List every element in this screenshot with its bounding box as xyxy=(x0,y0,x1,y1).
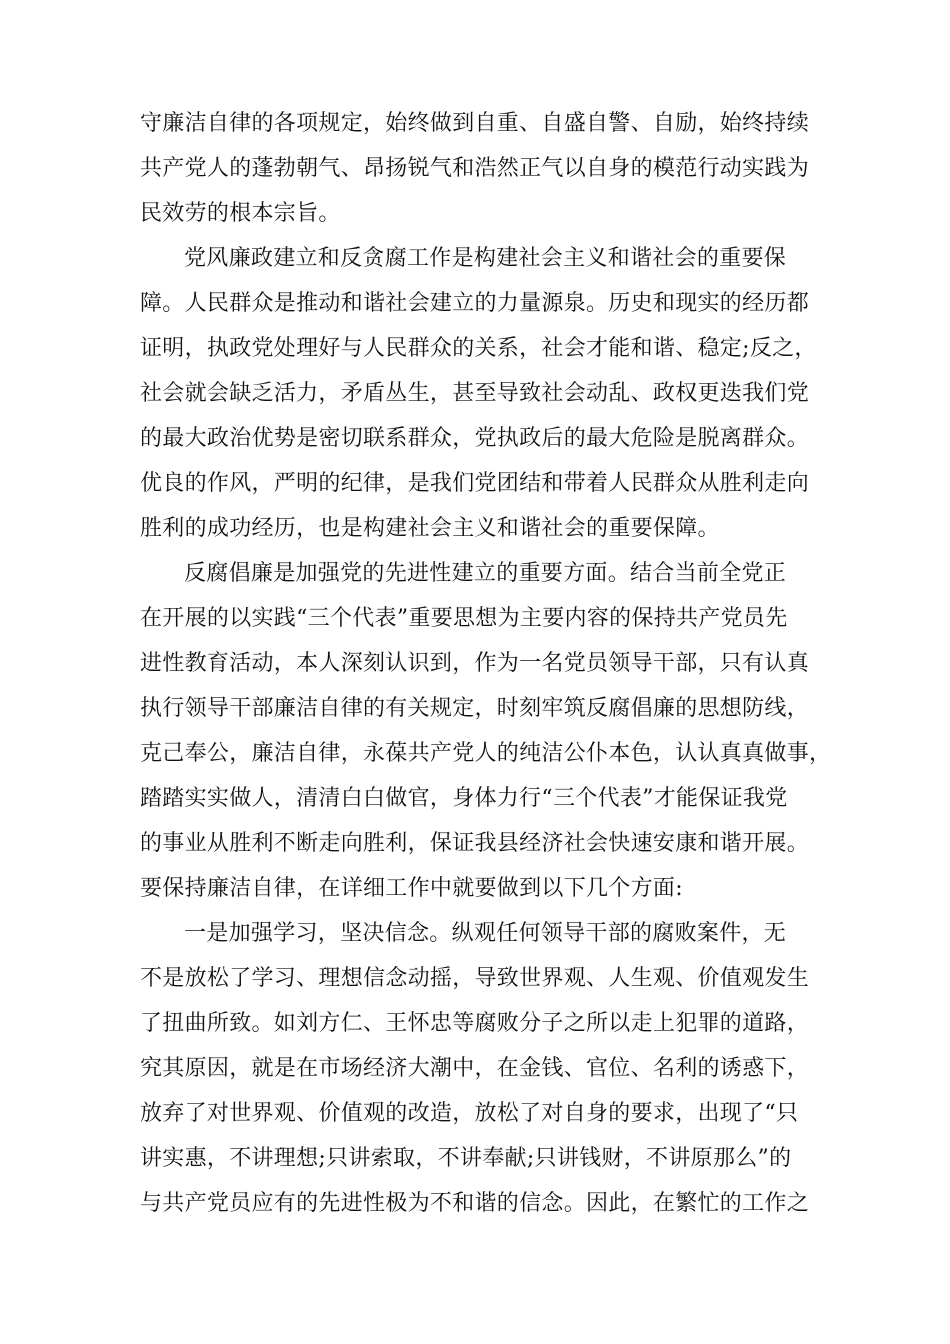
paragraph-first-line: 党风廉政建立和反贪腐工作是构建社会主义和谐社会的重要保 xyxy=(184,246,787,271)
document-body xyxy=(140,101,840,1226)
text-line: 踏踏实实做人，清清白白做官，身体力行“三个代表”才能保证我党 xyxy=(140,786,788,811)
paragraph-first-line: 反腐倡廉是加强党的先进性建立的重要方面。结合当前全党正 xyxy=(184,561,787,586)
text-line: 放弃了对世界观、价值观的改造，放松了对自身的要求，出现了“只 xyxy=(140,1101,799,1126)
text-line: 的最大政治优势是密切联系群众，党执政后的最大危险是脱离群众。 xyxy=(140,426,810,451)
text-line: 的事业从胜利不断走向胜利，保证我县经济社会快速安康和谐开展。 xyxy=(140,831,810,856)
text-line: 执行领导干部廉洁自律的有关规定，时刻牢筑反腐倡廉的思想防线， xyxy=(140,696,810,721)
text-line: 究其原因，就是在市场经济大潮中，在金钱、官位、名利的诱惑下， xyxy=(140,1056,810,1081)
text-line: 胜利的成功经历，也是构建社会主义和谐社会的重要保障。 xyxy=(140,516,720,541)
paragraph-first-line: 一是加强学习，坚决信念。纵观任何领导干部的腐败案件，无 xyxy=(184,921,787,946)
text-line: 守廉洁自律的各项规定，始终做到自重、自盛自警、自励，始终持续 xyxy=(140,111,810,136)
text-line: 社会就会缺乏活力，矛盾丛生，甚至导致社会动乱、政权更迭我们党 xyxy=(140,381,810,406)
text-line: 克己奉公，廉洁自律，永葆共产党人的纯洁公仆本色，认认真真做事， xyxy=(140,741,832,766)
text-line: 不是放松了学习、理想信念动摇，导致世界观、人生观、价值观发生 xyxy=(140,966,810,991)
text-line: 要保持廉洁自律，在详细工作中就要做到以下几个方面: xyxy=(140,876,683,901)
text-line: 在开展的以实践“三个代表”重要思想为主要内容的保持共产党员先 xyxy=(140,606,788,631)
text-line: 进性教育活动，本人深刻认识到，作为一名党员领导干部，只有认真 xyxy=(140,651,810,676)
text-line: 了扭曲所致。如刘方仁、王怀忠等腐败分子之所以走上犯罪的道路， xyxy=(140,1011,810,1036)
text-line: 共产党人的蓬勃朝气、昂扬锐气和浩然正气以自身的模范行动实践为 xyxy=(140,156,810,181)
text-line: 民效劳的根本宗旨。 xyxy=(140,201,341,226)
text-line: 优良的作风，严明的纪律，是我们党团结和带着人民群众从胜利走向 xyxy=(140,471,810,496)
text-line: 与共产党员应有的先进性极为不和谐的信念。因此，在繁忙的工作之 xyxy=(140,1191,810,1216)
text-line: 讲实惠，不讲理想;只讲索取，不讲奉献;只讲钱财，不讲原那么”的 xyxy=(140,1146,792,1171)
text-line: 障。人民群众是推动和谐社会建立的力量源泉。历史和现实的经历都 xyxy=(140,291,810,316)
text-line: 证明，执政党处理好与人民群众的关系，社会才能和谐、稳定;反之， xyxy=(140,336,817,361)
